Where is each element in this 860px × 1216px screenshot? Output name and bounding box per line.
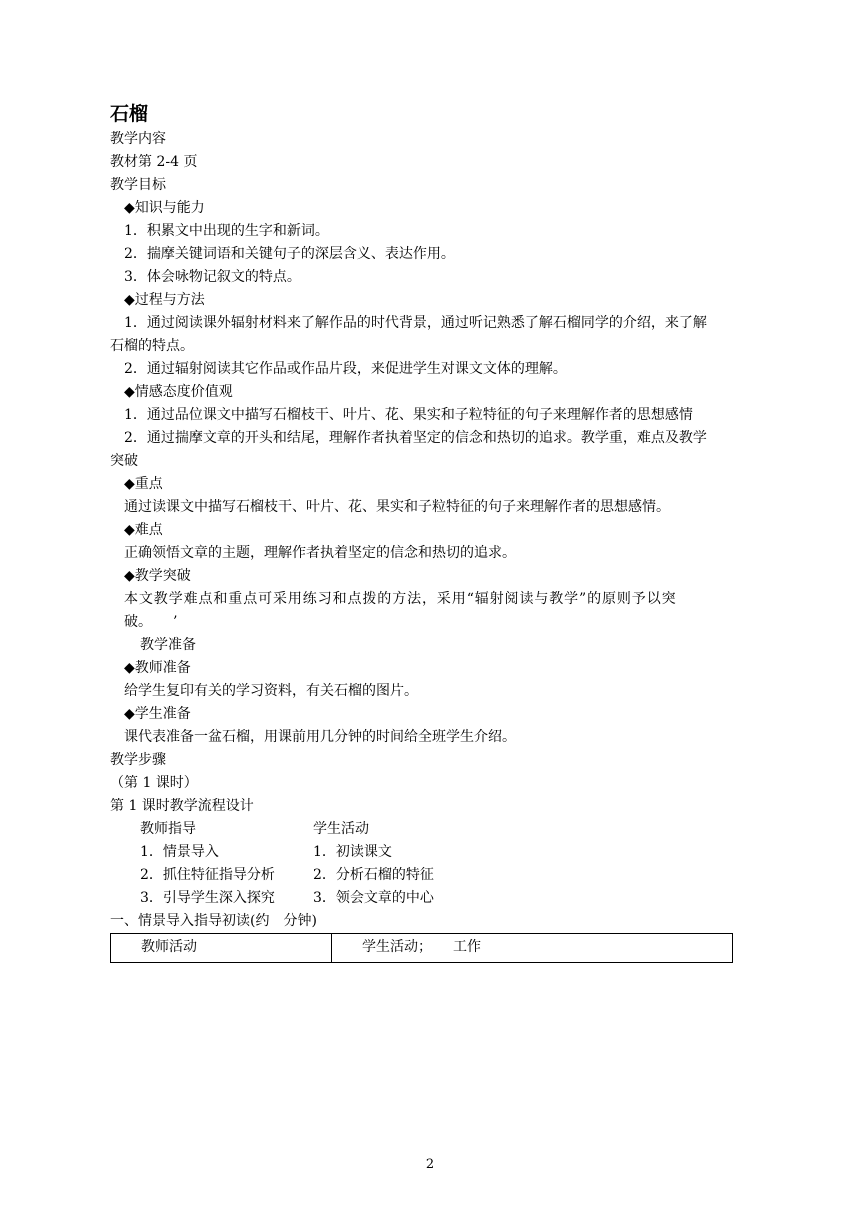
student-prep-text: 课代表准备一盆石榴，用课前用几分钟的时间给全班学生介绍。 <box>124 729 516 745</box>
heading-teaching-steps: 教学步骤 <box>110 752 166 768</box>
flow-header-student: 学生活动 <box>313 821 369 837</box>
difficulty-text: 正确领悟文章的主题，理解作者执着坚定的信念和热切的追求。 <box>124 545 516 561</box>
subheading-emotion: ◆情感态度价值观 <box>124 384 233 400</box>
subheading-process: ◆过程与方法 <box>124 292 205 308</box>
flow-teacher-step: 1．情景导入 <box>140 844 219 860</box>
document-title: 石榴 <box>110 103 149 125</box>
flow-student-step: 2．分析石榴的特征 <box>313 867 434 883</box>
subheading-student-prep: ◆学生准备 <box>124 706 191 722</box>
flow-row <box>110 887 735 910</box>
goal-item: 2．通过辐射阅读其它作品或作品片段，来促进学生对课文文体的理解。 <box>124 361 567 377</box>
goal-item: 2．通过揣摩文章的开头和结尾，理解作者执着坚定的信念和热切的追求。教学重，难点及教学 <box>124 430 707 446</box>
subheading-teacher-prep: ◆教师准备 <box>124 660 191 676</box>
flow-student-step: 1．初读课文 <box>313 844 392 860</box>
activity-table <box>110 933 733 963</box>
key-point-text: 通过读课文中描写石榴枝干、叶片、花、果实和子粒特征的句子来理解作者的思想感情。 <box>124 499 670 515</box>
goal-item-continued: 石榴的特点。 <box>110 338 194 354</box>
teacher-prep-text: 给学生复印有关的学习资料，有关石榴的图片。 <box>124 683 418 699</box>
goal-item: 1．通过阅读课外辐射材料来了解作品的时代背景，通过听记熟悉了解石榴同学的介绍，来了解 <box>124 315 707 331</box>
subheading-difficulty: ◆难点 <box>124 522 163 538</box>
goal-item: 2．揣摩关键词语和关键句子的深层含义、表达作用。 <box>124 246 455 262</box>
flow-teacher-step: 2．抓住特征指导分析 <box>140 867 275 883</box>
document-body <box>110 102 735 963</box>
flow-header-teacher: 教师指导 <box>140 821 196 837</box>
heading-teaching-goals: 教学目标 <box>110 177 166 193</box>
breakthrough-text-continued: 破。 ’ <box>124 614 178 630</box>
goal-item: 1．通过品位课文中描写石榴枝干、叶片、花、果实和子粒特征的句子来理解作者的思想感情 <box>124 407 693 423</box>
flow-header-row <box>110 818 735 841</box>
goal-item: 3．体会咏物记叙文的特点。 <box>124 269 301 285</box>
flow-design-heading: 第 1 课时教学流程设计 <box>110 798 254 814</box>
table-cell-student-activity: 学生活动； 工作 <box>332 934 733 963</box>
goal-item: 1．积累文中出现的生字和新词。 <box>124 223 329 239</box>
page-number: 2 <box>425 1157 435 1172</box>
table-cell-teacher-activity: 教师活动 <box>111 934 332 963</box>
table-row <box>111 934 733 963</box>
heading-preparation: 教学准备 <box>140 637 196 653</box>
subheading-knowledge: ◆知识与能力 <box>124 200 205 216</box>
flow-row <box>110 841 735 864</box>
section-heading: 一、情景导入指导初读(约 分钟) <box>110 913 317 929</box>
flow-teacher-step: 3．引导学生深入探究 <box>140 890 275 906</box>
lesson-label: （第 1 课时） <box>110 775 198 791</box>
textbook-pages: 教材第 2-4 页 <box>110 154 198 170</box>
flow-student-step: 3．领会文章的中心 <box>313 890 434 906</box>
goal-item-continued: 突破 <box>110 453 138 469</box>
heading-teaching-content: 教学内容 <box>110 131 166 147</box>
breakthrough-text: 本文教学难点和重点可采用练习和点拨的方法，采用“辐射阅读与教学”的原则予以突 <box>124 591 677 607</box>
flow-row <box>110 864 735 887</box>
subheading-breakthrough: ◆教学突破 <box>124 568 191 584</box>
subheading-key-point: ◆重点 <box>124 476 163 492</box>
